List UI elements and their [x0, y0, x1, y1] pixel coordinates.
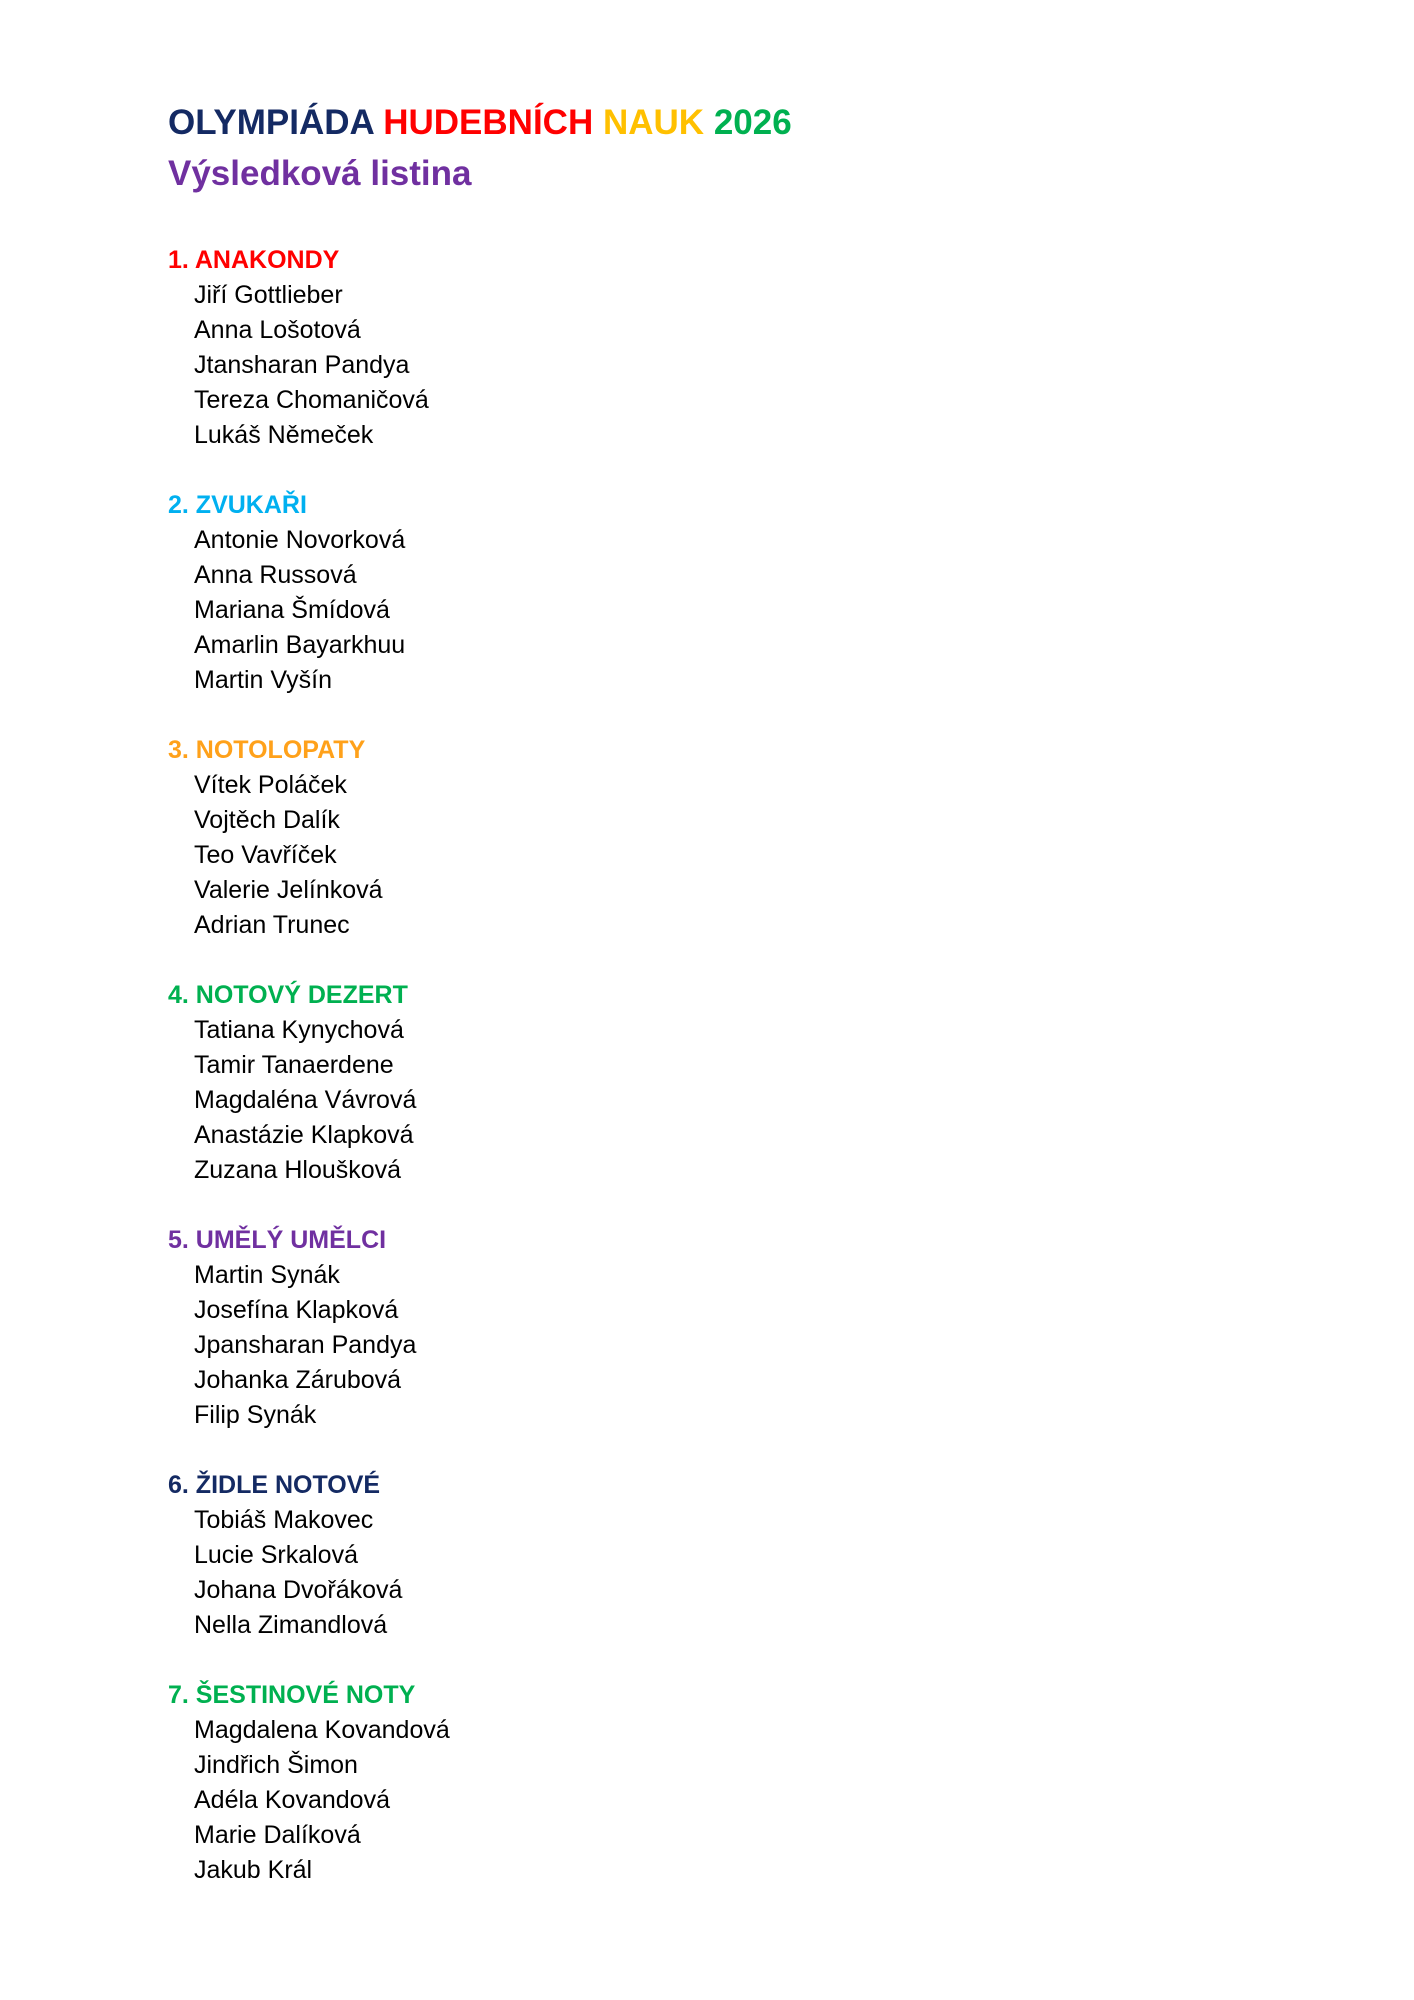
team-member: Jpansharan Pandya	[194, 1331, 417, 1359]
team-section	[168, 1468, 1268, 1643]
team-member: Tobiáš Makovec	[194, 1506, 374, 1534]
team-member: Martin Synák	[194, 1261, 340, 1289]
results-document	[168, 98, 1268, 1923]
team-member: Amarlin Bayarkhuu	[194, 631, 406, 659]
team-section	[168, 1678, 1268, 1888]
team-member: Jakub Král	[194, 1856, 313, 1884]
team-member: Antonie Novorková	[194, 526, 406, 554]
team-heading: 6. ŽIDLE NOTOVÉ	[168, 1471, 381, 1499]
team-heading: 3. NOTOLOPATY	[168, 736, 366, 764]
team-member: Jtansharan Pandya	[194, 351, 410, 379]
team-member: Johanka Zárubová	[194, 1366, 402, 1394]
team-results-list	[168, 243, 1268, 1888]
team-member: Teo Vavříček	[194, 841, 337, 869]
team-heading: 5. UMĚLÝ UMĚLCI	[168, 1226, 387, 1254]
team-section	[168, 243, 1268, 453]
team-member-list	[168, 1713, 1268, 1888]
team-member-list	[168, 278, 1268, 453]
team-heading: 7. ŠESTINOVÉ NOTY	[168, 1681, 416, 1709]
title-word-nauk: NAUK	[602, 103, 705, 142]
title-word-hudebnich: HUDEBNÍCH	[383, 103, 594, 142]
team-member: Adrian Trunec	[194, 911, 350, 939]
team-member: Tatiana Kynychová	[194, 1016, 404, 1044]
team-heading: 1. ANAKONDY	[168, 246, 340, 274]
title-word-olympiada: OLYMPIÁDA	[168, 103, 374, 142]
team-member: Lucie Srkalová	[194, 1541, 358, 1569]
team-member: Vojtěch Dalík	[194, 806, 340, 834]
team-member: Tamir Tanaerdene	[194, 1051, 394, 1079]
team-heading: 4. NOTOVÝ DEZERT	[168, 981, 408, 1009]
team-member: Anna Lošotová	[194, 316, 361, 344]
team-member-list	[168, 1013, 1268, 1188]
team-member: Vítek Poláček	[194, 771, 347, 799]
team-member-list	[168, 768, 1268, 943]
team-member: Filip Synák	[194, 1401, 317, 1429]
team-member: Zuzana Hloušková	[194, 1156, 402, 1184]
team-section	[168, 488, 1268, 698]
team-member-list	[168, 1258, 1268, 1433]
title-word-year: 2026	[713, 103, 792, 142]
team-member: Anna Russová	[194, 561, 357, 589]
team-member: Jiří Gottlieber	[194, 281, 343, 309]
team-member: Nella Zimandlová	[194, 1611, 388, 1639]
team-member-list	[168, 1503, 1268, 1643]
team-member: Magdalena Kovandová	[194, 1716, 450, 1744]
team-heading: 2. ZVUKAŘI	[168, 491, 307, 519]
team-member: Johana Dvořáková	[194, 1576, 403, 1604]
team-member-list	[168, 523, 1268, 698]
team-member: Jindřich Šimon	[194, 1751, 358, 1779]
team-member: Mariana Šmídová	[194, 596, 390, 624]
team-member: Lukáš Němeček	[194, 421, 374, 449]
team-section	[168, 978, 1268, 1188]
team-member: Martin Vyšín	[194, 666, 333, 694]
team-member: Marie Dalíková	[194, 1821, 361, 1849]
team-member: Josefína Klapková	[194, 1296, 399, 1324]
team-member: Magdaléna Vávrová	[194, 1086, 417, 1114]
team-section	[168, 733, 1268, 943]
team-member: Anastázie Klapková	[194, 1121, 414, 1149]
team-member: Valerie Jelínková	[194, 876, 383, 904]
team-member: Adéla Kovandová	[194, 1786, 390, 1814]
page-subtitle: Výsledková listina	[168, 154, 472, 193]
page-title	[168, 98, 1268, 148]
team-section	[168, 1223, 1268, 1433]
team-member: Tereza Chomaničová	[194, 386, 429, 414]
